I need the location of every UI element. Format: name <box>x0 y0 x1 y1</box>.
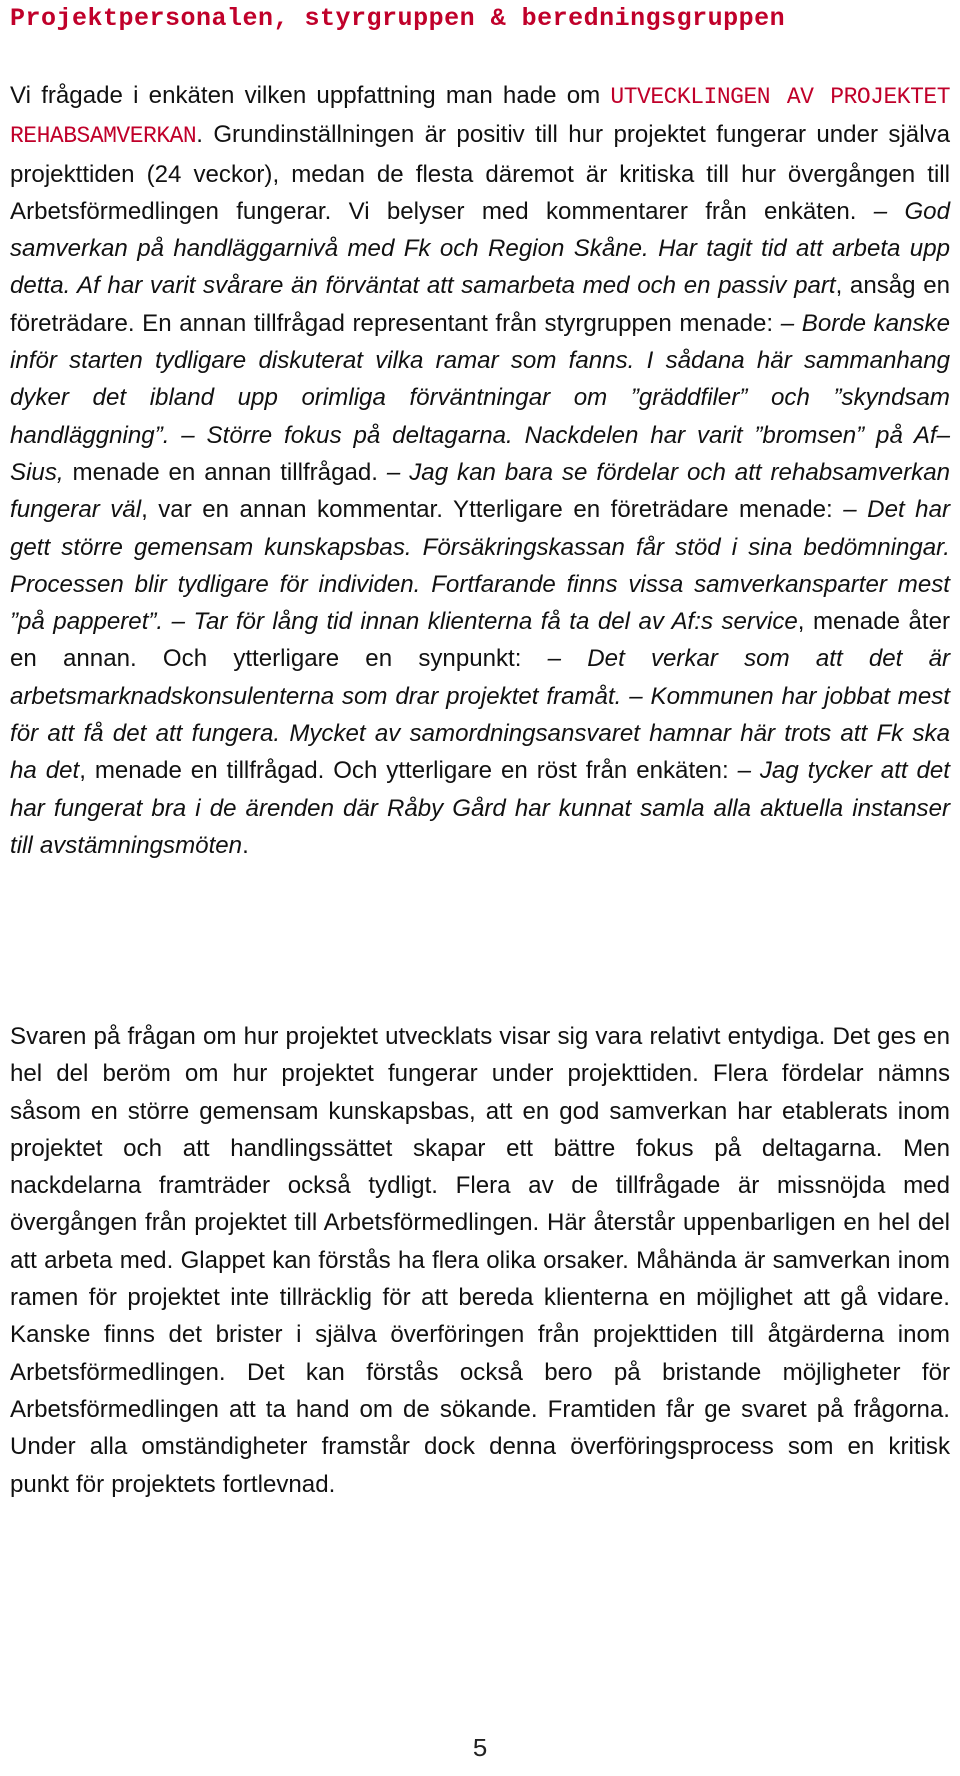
quote: – Det verkar som att det är arbetsmarknadskonsulenterna som drar projektet framåt. – Kommunen har jobbat mest för att få det att fungera. Mycket av samordningsansvaret hamnar här trots att Fk ska ha det <box>10 645 950 785</box>
paragraph-survey-comments <box>10 77 950 864</box>
quote: – Jag tycker att det har fungerat bra i de ärenden där Råby Gård har kunnat samla alla aktuella instanser till avstämningsmöten <box>10 757 950 859</box>
text-run: Vi frågade i enkäten vilken uppfattning man hade om <box>10 82 611 109</box>
text-run: . <box>242 831 249 859</box>
text-run: , ansåg en företrädare. En annan tillfrågad representant från styrgruppen menade: <box>10 272 951 337</box>
quote: – Det har gett större gemensam kunskapsbas. Försäkringskassan får stöd i sina bedömningar. Processen blir tydligare för individen. Fortfarande finns vissa samverkansparter mest ”på papperet”. – Tar för lång tid innan klienterna få ta del av Af:s service <box>10 496 950 636</box>
paragraph-analysis: Svaren på frågan om hur projektet utvecklats visar sig vara relativt entydiga. Det ges en hel del beröm om hur projektet fungerar under projekttiden. Flera fördelar nämns såsom en större gemensam kunskapsbas, att en god samverkan har etablerats inom projektet och att handlingssättet skapar ett bättre fokus på deltagarna. Men nackdelarna framträder också tydligt. Flera av de tillfrågade är missnöjda med övergången från projektet till Arbetsförmedlingen. Här återstår uppenbarligen en hel del att arbeta med. Glappet kan förstås ha flera olika orsaker. Måhända är samverkan inom ramen för projektet inte tillräcklig för att bereda klienterna en möjlighet att gå vidare. Kanske finns det brister i själva överföringen från projekttiden till åtgärderna inom Arbetsförmedlingen. Det kan förstås också bero på bristande möjligheter för Arbetsförmedlingen att ta hand om de sökande. Framtiden får ge svaret på frågorna. Under alla omständigheter framstår dock denna överföringsprocess som en kritisk punkt för projektets fortlevnad. <box>10 1023 950 1498</box>
highlighted-term: UTVECKLINGEN AV PROJEKTET REHABSAMVERKAN <box>10 84 950 150</box>
quote: – Borde kanske inför starten tydligare diskuterat vilka ramar som fanns. I sådana här sammanhang dyker det ibland upp orimliga förväntningar om ”gräddfiler” och ”skyndsam handläggning”. – Större fokus på deltagarna. Nackdelen har varit ”bromsen” på Af–Sius, <box>10 309 950 486</box>
text-run: , var en annan kommentar. Ytterligare en företrädare menade: <box>141 496 844 524</box>
page-number: 5 <box>472 1734 488 1764</box>
text-run: . Grundinställningen är positiv till hur projektet fungerar under själva projekttiden (24 veckor), medan de flesta däremot är kritiska till hur övergången till Arbetsförmedlingen fungerar. Vi belyser med kommentarer från enkäten. <box>10 121 950 225</box>
text-run: , menade en tillfrågad. Och ytterligare en röst från enkäten: <box>79 757 738 785</box>
section-heading: Projektpersonalen, styrgruppen & beredningsgruppen <box>10 4 786 33</box>
text-run: menade en annan tillfrågad. <box>63 458 387 486</box>
quote: – Jag kan bara se fördelar och att rehabsamverkan fungerar väl <box>10 458 950 524</box>
quote: – God samverkan på handläggarnivå med Fk och Region Skåne. Har tagit tid att arbeta upp detta. Af har varit svårare än förväntat att samarbeta med och en passiv part <box>10 197 950 300</box>
text-run: , menade åter en annan. Och ytterligare en synpunkt: <box>10 608 950 673</box>
